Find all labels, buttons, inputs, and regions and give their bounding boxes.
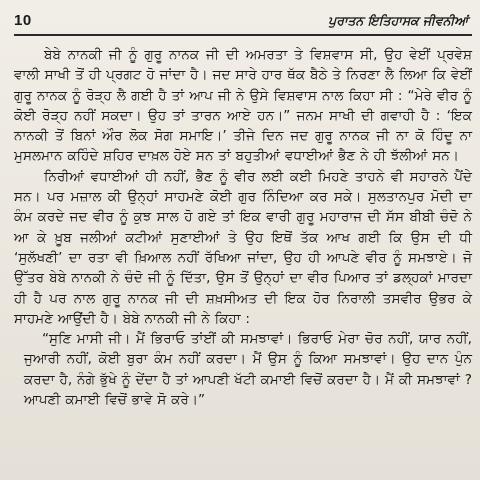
- quotation-paragraph: “ਸੁਣਿ ਮਾਸੀ ਜੀ। ਮੈਂ ਭਿਰਾਓ ਤਾਂਈਂ ਕੀ ਸਮਝਾਵਾਂ। ਭਿਰਾਓ ਮੇਰਾ ਚੋਰ ਨਹੀਂ, ਯਾਰ ਨਹੀਂ, ਜੁਆਰੀ ਨਹੀਂ, ਕੋਈ ਬੁਰਾ ਕੰਮ ਨਹੀਂ ਕਰਦਾ। ਮੈਂ ਉਸ ਨੂੰ ਕਿਆ ਸਮਝਾਵਾਂ। ਉਹ ਦਾਨ ਪੁੰਨ ਕਰਦਾ ਹੈ, ਨੰਗੇ ਭੁੱਖੇ ਨੂੰ ਦੇਂਦਾ ਹੈ ਤਾਂ ਆਪਣੀ ਖੱਟੀ ਕਮਾਈ ਵਿਚੋਂ ਕਰਦਾ ਹੈ। ਮੈਂ ਕੀ ਸਮਝਾਵਾਂ ? ਆਪਣੀ ਕਮਾਈ ਵਿਚੋਂ ਭਾਵੇ ਸੋ ਕਰੇ।”: [24, 331, 472, 409]
- body-text: [14, 45, 472, 410]
- page-number: 10: [14, 12, 32, 29]
- running-header: [14, 12, 472, 36]
- paragraph: ਨਿਰੀਆਂ ਵਧਾਈਆਂ ਹੀ ਨਹੀਂ, ਭੈਣ ਨੂੰ ਵੀਰ ਲਈ ਕਈ ਮਿਹਣੇ ਤਾਹਨੇ ਵੀ ਸਹਾਰਨੇ ਪੈਂਦੇ ਸਨ। ਪਰ ਮਜ਼ਾਲ ਕੀ ਉਨ੍ਹਾਂ ਸਾਹਮਣੇ ਕੋਈ ਗੁਰ ਨਿੰਦਿਆ ਕਰ ਸਕੇ। ਸੁਲਤਾਨਪੁਰ ਮੋਦੀ ਦਾ ਕੰਮ ਕਰਦੇ ਜਦ ਵੀਰ ਨੂੰ ਕੁਝ ਸਾਲ ਹੋ ਗਏ ਤਾਂ ਇਕ ਵਾਰੀ ਗੁਰੂ ਮਹਾਰਾਜ ਦੀ ਸੱਸ ਬੀਬੀ ਚੰਦੋ ਨੇ ਆ ਕੇ ਖ਼ੂਬ ਜਲੀਆਂ ਕਟੀਆਂ ਸੁਣਾਈਆਂ ਤੇ ਉਹ ਇਥੋਂ ਤੱਕ ਆਖ ਗਈ ਕਿ ਉਸ ਦੀ ਧੀ ‘ਸੁਲੱਖਣੀ’ ਦਾ ਰਤਾ ਵੀ ਖ਼ਿਆਲ ਨਹੀਂ ਰੱਖਿਆ ਜਾਂਦਾ, ਉਹ ਹੀ ਆਪਣੇ ਵੀਰ ਨੂੰ ਸਮਝਾਏ। ਜੋ ਉੱਤਰ ਬੇਬੇ ਨਾਨਕੀ ਨੇ ਚੰਦੋ ਜੀ ਨੂੰ ਦਿੱਤਾ, ਉਸ ਤੋਂ ਉਨ੍ਹਾਂ ਦਾ ਵੀਰ ਪਿਆਰ ਤਾਂ ਡਲ੍ਹਕਾਂ ਮਾਰਦਾ ਹੀ ਹੈ ਪਰ ਨਾਲ ਗੁਰੂ ਨਾਨਕ ਜੀ ਦੀ ਸ਼ਖ਼ਸੀਅਤ ਦੀ ਇਕ ਹੋਰ ਨਿਰਾਲੀ ਤਸਵੀਰ ਉਭਰ ਕੇ ਸਾਹਮਣੇ ਆਉਂਦੀ ਹੈ। ਬੇਬੇ ਨਾਨਕੀ ਜੀ ਨੇ ਕਿਹਾ :: [14, 168, 472, 327]
- paragraph: ਬੇਬੇ ਨਾਨਕੀ ਜੀ ਨੂੰ ਗੁਰੂ ਨਾਨਕ ਜੀ ਦੀ ਅਮਰਤਾ ਤੇ ਵਿਸ਼ਵਾਸ ਸੀ, ਉਹ ਵੇਈਂ ਪ੍ਰਵੇਸ਼ ਵਾਲੀ ਸਾਖੀ ਤੋਂ ਹੀ ਪ੍ਰਗਟ ਹੋ ਜਾਂਦਾ ਹੈ। ਜਦ ਸਾਰੇ ਹਾਰ ਥੱਕ ਬੈਠੇ ਤੇ ਨਿਰਣਾ ਲੈ ਲਿਆ ਕਿ ਵੇਈਂ ਗੁਰੂ ਨਾਨਕ ਨੂੰ ਰੋੜ੍ਹ ਲੈ ਗਈ ਹੈ ਤਾਂ ਆਪ ਜੀ ਨੇ ਉਸੇ ਵਿਸ਼ਵਾਸ ਨਾਲ ਕਿਹਾ ਸੀ : “ਮੇਰੇ ਵੀਰ ਨੂੰ ਕੋਈ ਰੋੜ੍ਹ ਨਹੀਂ ਸਕਦਾ। ਉਹ ਤਾਂ ਤਾਰਨ ਆਏ ਹਨ।” ਜਨਮ ਸਾਖੀ ਦੀ ਗਵਾਹੀ ਹੈ : ‘ਇਕ ਨਾਨਕੀ ਤੋਂ ਬਿਨਾਂ ਔਰ ਲੋਕ ਸੋਗ ਸਮਾਇ।’ ਤੀਜੇ ਦਿਨ ਜਦ ਗੁਰੂ ਨਾਨਕ ਜੀ ਨਾ ਕੋ ਹਿੰਦੂ ਨਾ ਮੁਸਲਮਾਨ ਕਹਿੰਦੇ ਸ਼ਹਿਰ ਦਾਖ਼ਲ ਹੋਏ ਸਨ ਤਾਂ ਬਹੁਤੀਆਂ ਵਧਾਈਆਂ ਭੈਣ ਨੇ ਹੀ ਝੱਲੀਆਂ ਸਨ।: [14, 47, 472, 165]
- running-title: ਪੁਰਾਤਨ ਇਤਿਹਾਸਕ ਜੀਵਨੀਆਂ: [328, 13, 468, 28]
